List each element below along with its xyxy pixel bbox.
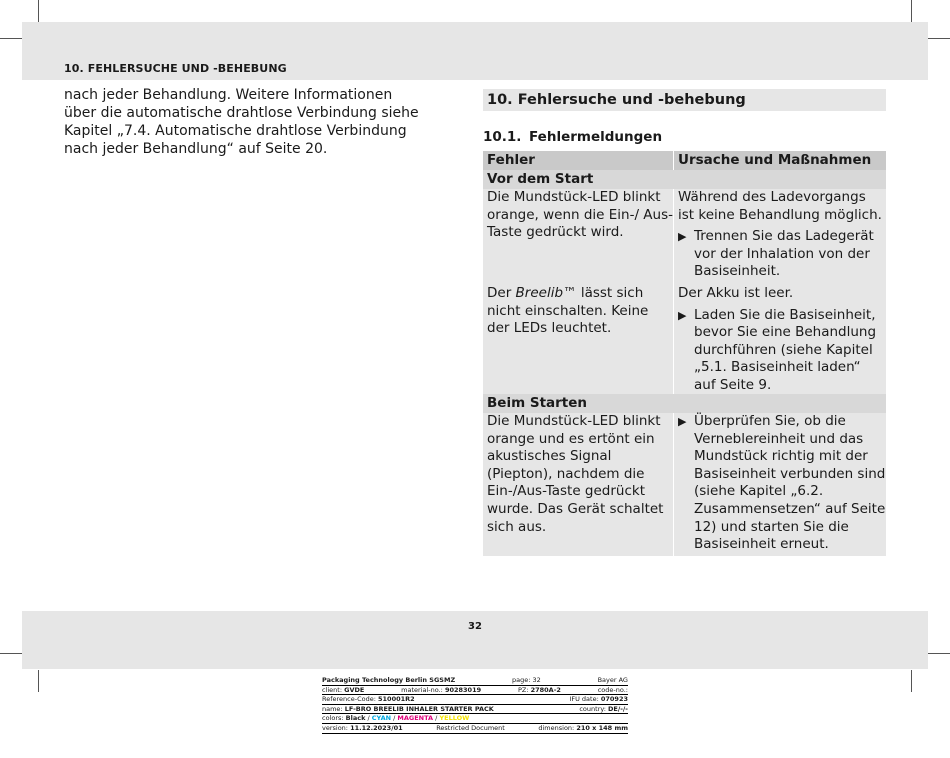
group-row-starting: Beim Starten <box>483 394 886 413</box>
info-value: 90283019 <box>444 685 482 694</box>
left-column-text: nach jeder Behandlung. Weitere Informationen über die automatische drahtlose Verbindung siehe Kapitel „7.4. Automatische drahtlose Verbindung nach jeder Behandlung“ auf Seite 20. <box>64 87 419 157</box>
action-step <box>678 307 886 395</box>
fault-cell <box>483 189 673 285</box>
fault-cell <box>483 413 673 556</box>
crop-mark <box>928 38 950 39</box>
info-value: 070923 <box>600 695 628 704</box>
footer-band <box>22 611 928 669</box>
arrow-right-icon: ▶ <box>678 415 687 428</box>
print-info-block <box>322 676 628 734</box>
subsection-heading <box>483 129 662 145</box>
info-label: material-no.: <box>401 685 443 694</box>
cause-text: Der Akku ist leer. <box>678 285 794 301</box>
crop-mark <box>0 653 22 654</box>
brand-name: Breelib <box>515 285 564 301</box>
crop-mark <box>928 653 950 654</box>
info-owner: Bayer AG <box>597 676 628 684</box>
table-row <box>483 413 886 556</box>
info-label: dimension: <box>538 723 575 732</box>
info-label: colors: <box>322 714 344 723</box>
crop-mark <box>911 0 912 22</box>
color-cyan: CYAN <box>371 714 392 723</box>
fault-text: Die Mundstück-LED blinkt orange, wenn die Ein-/ Aus-Taste gedrückt wird. <box>487 189 674 241</box>
column-header-fault: Fehler <box>487 152 535 168</box>
action-text: Trennen Sie das Ladegerät vor der Inhalation von der Basiseinheit. <box>694 228 874 280</box>
crop-mark <box>38 670 39 692</box>
action-text: Überprüfen Sie, ob die Verneblereinheit und das Mundstück richtig mit der Basiseinheit verbunden sind (siehe Kapitel „6.2. Zusammensetzen“ auf Seite 12) und starten Sie die Basiseinheit erneut. <box>694 413 886 553</box>
section-heading: 10. Fehlersuche und -behebung <box>483 89 886 111</box>
cause-text: Während des Ladevorgangs ist keine Behandlung möglich. <box>678 189 882 223</box>
color-magenta: MAGENTA <box>397 714 434 723</box>
info-company: Packaging Technology Berlin SGSMZ <box>322 676 456 684</box>
group-row-before-start: Vor dem Start <box>483 170 886 189</box>
color-black: Black <box>345 714 366 723</box>
info-restricted: Restricted Document <box>436 723 505 732</box>
info-page: page: 32 <box>511 676 541 684</box>
subsection-title: Fehlermeldungen <box>529 129 663 145</box>
info-value: 510001R2 <box>378 695 415 704</box>
table-row <box>483 189 886 285</box>
info-label: code-no.: <box>597 685 628 694</box>
action-step <box>678 228 886 281</box>
crop-mark <box>0 38 22 39</box>
page-number: 32 <box>468 621 482 632</box>
table-row <box>483 285 886 394</box>
info-label: IFU date: <box>569 695 599 704</box>
color-yellow: YELLOW <box>439 714 470 723</box>
arrow-right-icon: ▶ <box>678 230 687 244</box>
info-label: version: <box>322 723 348 732</box>
crop-mark <box>38 0 39 22</box>
action-text: Laden Sie die Basiseinheit, bevor Sie eine Behandlung durchführen (siehe Kapitel „5.1. Basiseinheit laden“ auf Seite 9. <box>694 306 877 393</box>
fault-text: Die Mundstück-LED blinkt orange und es ertönt ein akustisches Signal (Piepton), nachdem die Ein-/Aus-Taste gedrückt wurde. Das Gerät schaltet sich aus. <box>487 413 664 535</box>
info-label: PZ: <box>517 685 529 694</box>
cause-cell <box>673 413 886 556</box>
fault-text: ™ lässt sich nicht einschalten. Keine der LEDs leuchtet. <box>487 285 649 337</box>
subsection-number: 10.1. <box>483 129 522 145</box>
info-value: LF-BRO BREELIB INHALER STARTER PACK <box>344 704 494 713</box>
cause-cell <box>673 285 886 394</box>
info-value: 11.12.2023/01 <box>350 723 403 732</box>
info-value: DE/-/- <box>608 704 628 713</box>
info-row <box>322 676 628 686</box>
crop-mark <box>911 670 912 692</box>
info-value: 210 x 148 mm <box>576 723 628 732</box>
fault-cell <box>483 285 673 394</box>
column-header-cause: Ursache und Maßnahmen <box>673 151 886 170</box>
table-header-row <box>483 151 886 170</box>
info-label: country: <box>579 704 606 713</box>
info-label: client: <box>322 685 343 694</box>
info-row <box>322 705 628 715</box>
info-row <box>322 686 628 696</box>
info-value: GVDE <box>344 685 365 694</box>
info-value: 2780A-2 <box>530 685 561 694</box>
info-row: colors: Black / CYAN / MAGENTA / YELLOW <box>322 714 628 724</box>
cause-cell <box>673 189 886 285</box>
error-table <box>483 151 886 556</box>
arrow-right-icon: ▶ <box>678 308 687 322</box>
fault-text: Der <box>487 285 516 301</box>
info-row <box>322 724 628 734</box>
action-step <box>678 413 886 554</box>
info-label: Reference-Code: <box>322 695 376 704</box>
info-label: name: <box>322 704 343 713</box>
info-row <box>322 695 628 705</box>
running-header: 10. FEHLERSUCHE UND -BEHEBUNG <box>64 62 287 75</box>
